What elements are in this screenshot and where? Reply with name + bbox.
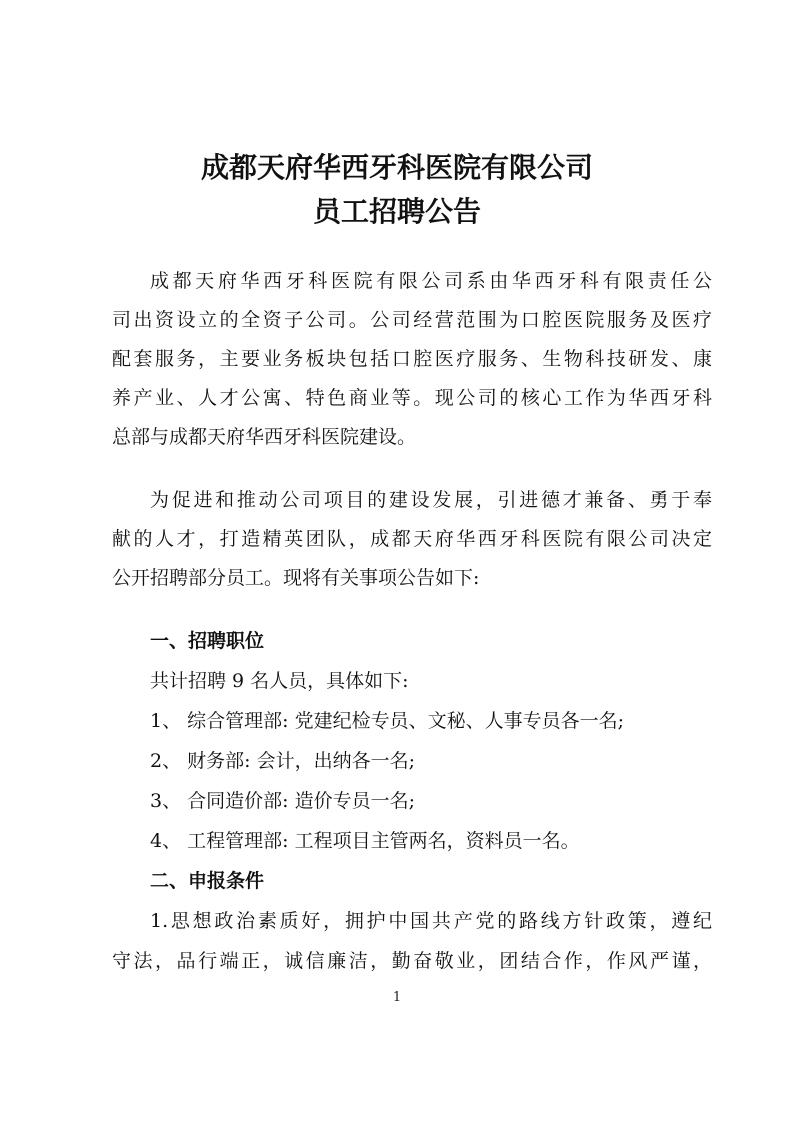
purpose-line: 献的人才，打造精英团队，成都天府华西牙科医院有限公司决定 [112, 528, 712, 550]
position-item: 1、 综合管理部: 党建纪检专员、文秘、人事专员各一名; [150, 710, 624, 732]
section1-summary: 共计招聘 9 名人员，具体如下: [150, 670, 409, 692]
section1-heading: 一、招聘职位 [150, 630, 265, 652]
intro-line: 配套服务，主要业务板块包括口腔医疗服务、生物科技研发、康 [112, 348, 712, 370]
intro-line: 总部与成都天府华西牙科医院建设。 [112, 426, 417, 448]
purpose-line: 为促进和推动公司项目的建设发展，引进德才兼备、勇于奉 [150, 489, 712, 511]
document-title-line1: 成都天府华西牙科医院有限公司 [200, 151, 593, 184]
intro-line: 成都天府华西牙科医院有限公司系由华西牙科有限责任公 [150, 270, 712, 292]
intro-line: 养产业、人才公寓、特色商业等。现公司的核心工作为华西牙科 [112, 387, 712, 409]
section2-heading: 二、申报条件 [150, 870, 265, 892]
position-item: 4、 工程管理部: 工程项目主管两名，资料员一名。 [150, 830, 580, 852]
purpose-line: 公开招聘部分员工。现将有关事项公告如下: [112, 567, 480, 589]
position-item: 2、 财务部: 会计，出纳各一名; [150, 750, 415, 772]
intro-line: 司出资设立的全资子公司。公司经营范围为口腔医院服务及医疗 [112, 309, 712, 331]
condition-line: 1.思想政治素质好，拥护中国共产党的路线方针政策，遵纪 [150, 910, 712, 932]
page-number: 1 [392, 990, 402, 1005]
condition-line: 守法，品行端正，诚信廉洁，勤奋敬业，团结合作，作风严谨， [112, 950, 712, 972]
document-title-line2: 员工招聘公告 [312, 195, 481, 228]
position-item: 3、 合同造价部: 造价专员一名; [150, 790, 415, 812]
